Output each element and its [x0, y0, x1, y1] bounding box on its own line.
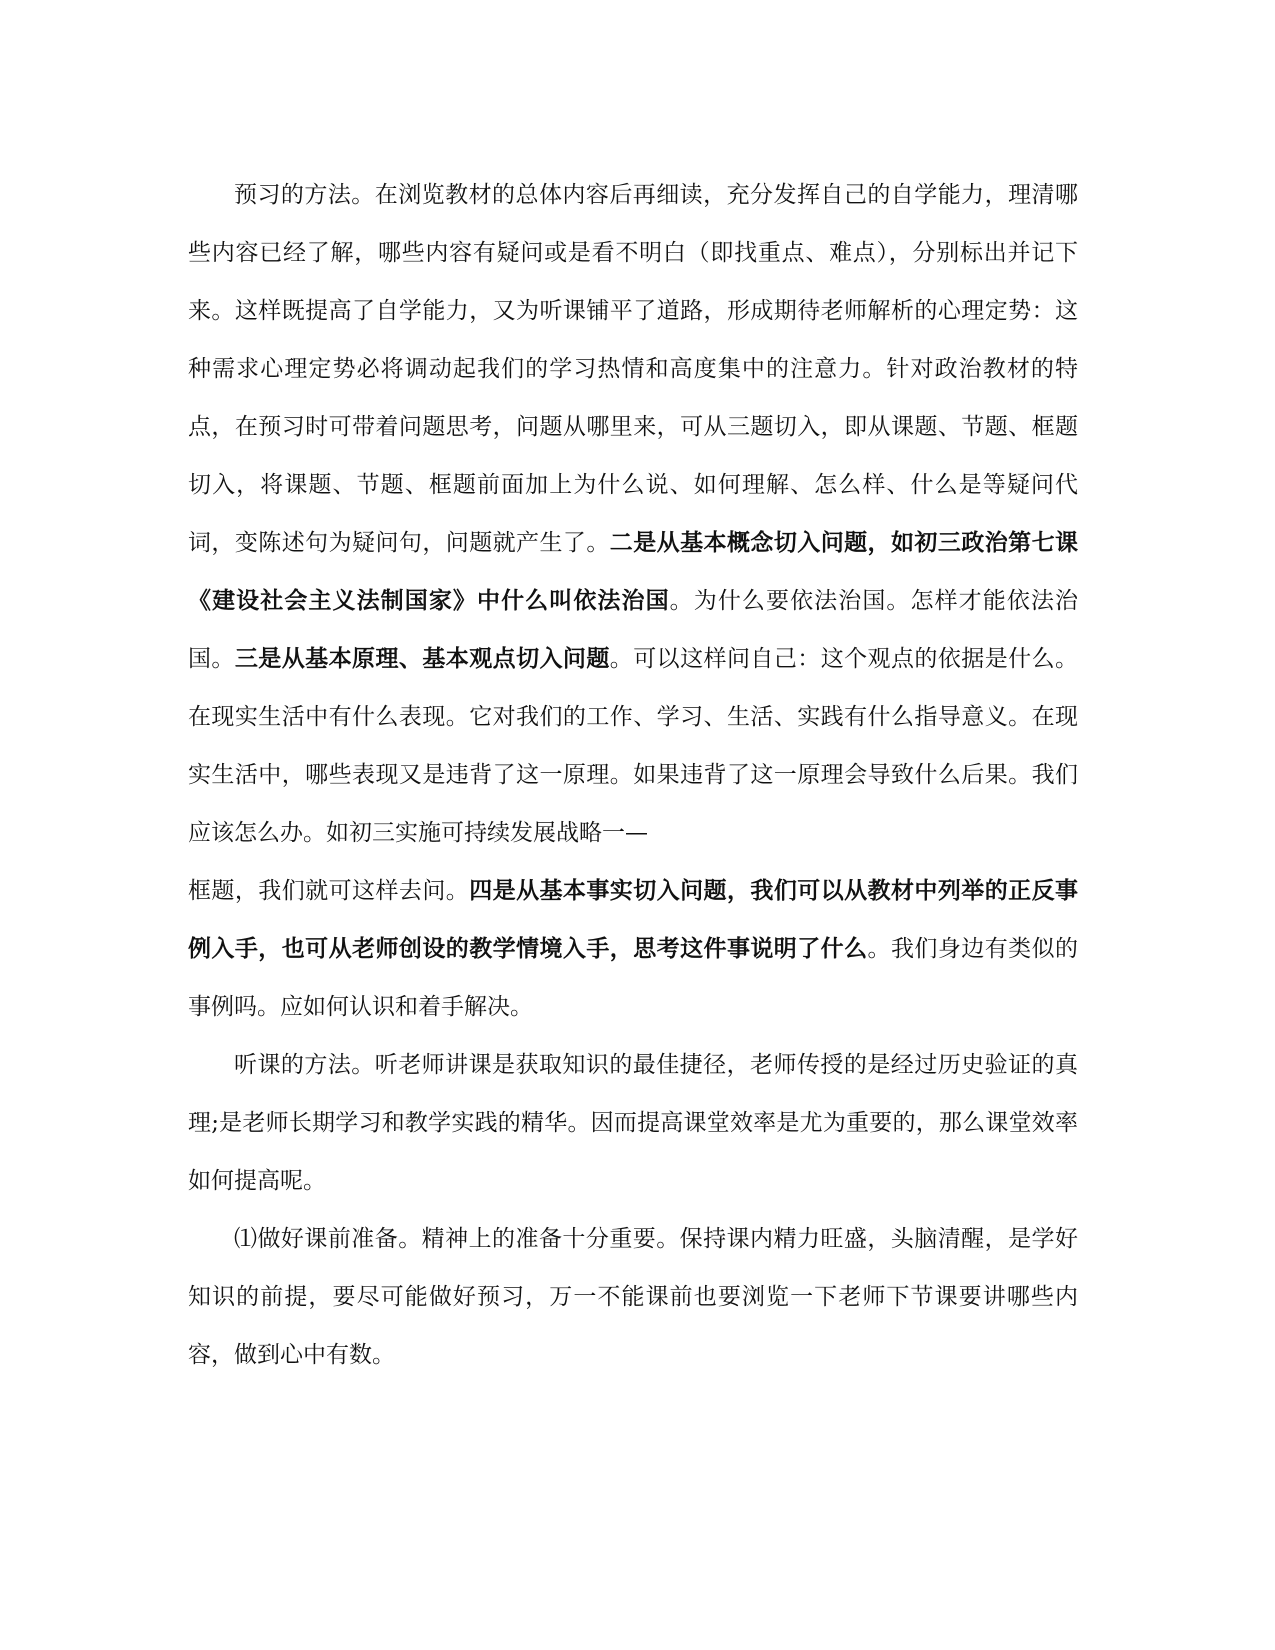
paragraph-listening-method: 听课的方法。听老师讲课是获取知识的最佳捷径，老师传授的是经过历史验证的真理;是老师长期学习和教学实践的精华。因而提高课堂效率是尤为重要的，那么课堂效率如何提高呢。 [188, 1052, 1078, 1194]
bold-text-run: 二是从基本概念切入问题，如初三政治第七课《建设社会主义法制国家》中什么叫依法治国 [188, 529, 1079, 614]
text-run: 。为什么要依法治国。怎样才能依法治国。 [188, 588, 1079, 672]
text-run: 预习的方法。在浏览教材的总体内容后再细读，充分发挥自己的自学能力，理清哪些内容已经了解，哪些内容有疑问或是看不明白（即找重点、难点），分别标出并记下来。这样既提高了自学能力，又为听课铺平了道路，形成期待老师解析的心理定势：这种需求心理定势必将调动起我们的学习热情和高度集中的注意力。针对政治教材的特点，在预习时可带着问题思考，问题从哪里来，可从三题切入，即从课题、节题、框题切入，将课题、节题、框题前面加上为什么说、如何理解、怎么样、什么是等疑问代词，变陈述句为疑问句，问题就产生了。 [188, 182, 1078, 556]
paragraph-class-preparation: ⑴做好课前准备。精神上的准备十分重要。保持课内精力旺盛，头脑清醒，是学好知识的前提，要尽可能做好预习，万一不能课前也要浏览一下老师下节课要讲哪些内容，做到心中有数。 [188, 1226, 1078, 1368]
paragraph-preview-method [188, 166, 1078, 862]
document-body [188, 166, 1078, 1384]
paragraph-continuation [188, 862, 1078, 1036]
bold-text-run: 四是从基本事实切入问题，我们可以从教材中列举的正反事例入手，也可从老师创设的教学情境入手，思考这件事说明了什么 [188, 877, 1079, 962]
text-run: 。我们身边有类似的事例吗。应如何认识和着手解决。 [188, 936, 1079, 1020]
text-run: 。可以这样问自己：这个观点的依据是什么。在现实生活中有什么表现。它对我们的工作、学习、生活、实践有什么指导意义。在现实生活中，哪些表现又是违背了这一原理。如果违背了这一原理会导致什么后果。我们应该怎么办。如初三实施可持续发展战略一— [188, 646, 1079, 846]
text-run: 框题，我们就可这样去问。 [188, 878, 470, 904]
bold-text-run: 三是从基本原理、基本观点切入问题 [234, 645, 610, 672]
